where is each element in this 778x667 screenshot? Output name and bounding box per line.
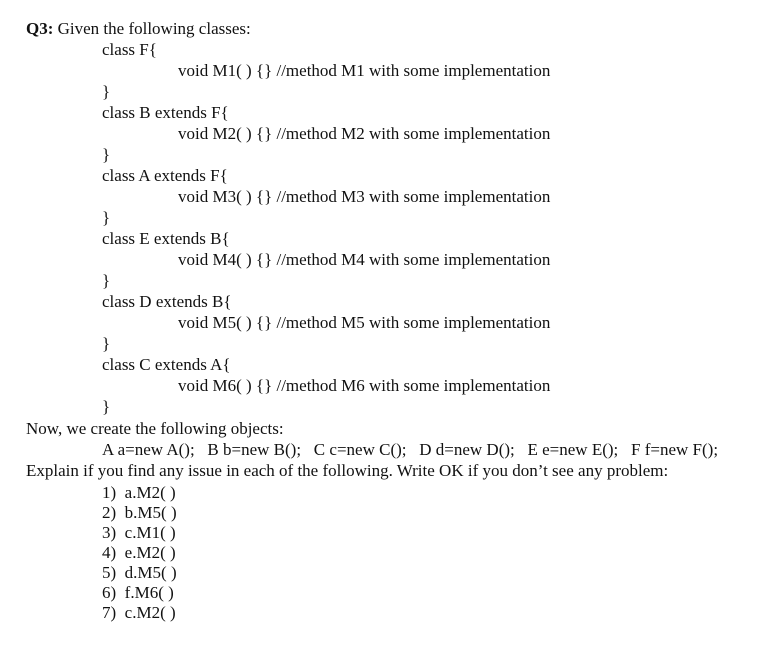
list-item-number: 1) <box>102 483 117 502</box>
list-item <box>102 583 174 603</box>
list-item <box>102 603 176 623</box>
list-item-number: 5) <box>102 563 117 582</box>
class-header: class C extends A{ <box>102 355 231 374</box>
class-header: class B extends F{ <box>102 103 229 122</box>
class-close-brace: } <box>102 208 111 227</box>
class-header: class F{ <box>102 40 157 59</box>
list-item <box>102 543 176 563</box>
list-item-number: 2) <box>102 503 117 522</box>
list-item <box>102 503 177 523</box>
question-heading <box>26 19 251 39</box>
class-close-brace: } <box>102 397 111 416</box>
list-item-text: e.M2( ) <box>124 543 176 562</box>
class-method: void M1( ) {} //method M1 with some implementation <box>178 61 551 80</box>
list-item-text: c.M2( ) <box>124 603 176 622</box>
class-header: class A extends F{ <box>102 166 228 185</box>
class-method: void M6( ) {} //method M6 with some implementation <box>178 376 551 395</box>
class-close-brace: } <box>102 82 111 101</box>
class-method: void M3( ) {} //method M3 with some implementation <box>178 187 551 206</box>
class-header: class D extends B{ <box>102 292 232 311</box>
list-item <box>102 563 177 583</box>
class-method: void M2( ) {} //method M2 with some implementation <box>178 124 551 143</box>
list-item-text: b.M5( ) <box>124 503 177 522</box>
list-item-text: f.M6( ) <box>124 583 174 602</box>
class-close-brace: } <box>102 334 111 353</box>
class-close-brace: } <box>102 271 111 290</box>
objects-intro: Now, we create the following objects: <box>26 419 284 438</box>
question-prompt: Given the following classes: <box>57 19 251 38</box>
explain-instruction: Explain if you find any issue in each of the following. Write OK if you don’t see any problem: <box>26 461 669 480</box>
list-item-text: c.M1( ) <box>124 523 176 542</box>
list-item-number: 7) <box>102 603 117 622</box>
class-close-brace: } <box>102 145 111 164</box>
objects-declaration: A a=new A(); B b=new B(); C c=new C(); D d=new D(); E e=new E(); F f=new F(); <box>102 440 719 459</box>
question-number: Q3: <box>26 19 54 38</box>
list-item-text: a.M2( ) <box>124 483 176 502</box>
class-header: class E extends B{ <box>102 229 230 248</box>
class-method: void M4( ) {} //method M4 with some implementation <box>178 250 551 269</box>
list-item-number: 4) <box>102 543 117 562</box>
list-item-number: 6) <box>102 583 117 602</box>
list-item-number: 3) <box>102 523 117 542</box>
list-item-text: d.M5( ) <box>124 563 177 582</box>
class-method: void M5( ) {} //method M5 with some implementation <box>178 313 551 332</box>
list-item <box>102 523 176 543</box>
list-item <box>102 483 176 503</box>
